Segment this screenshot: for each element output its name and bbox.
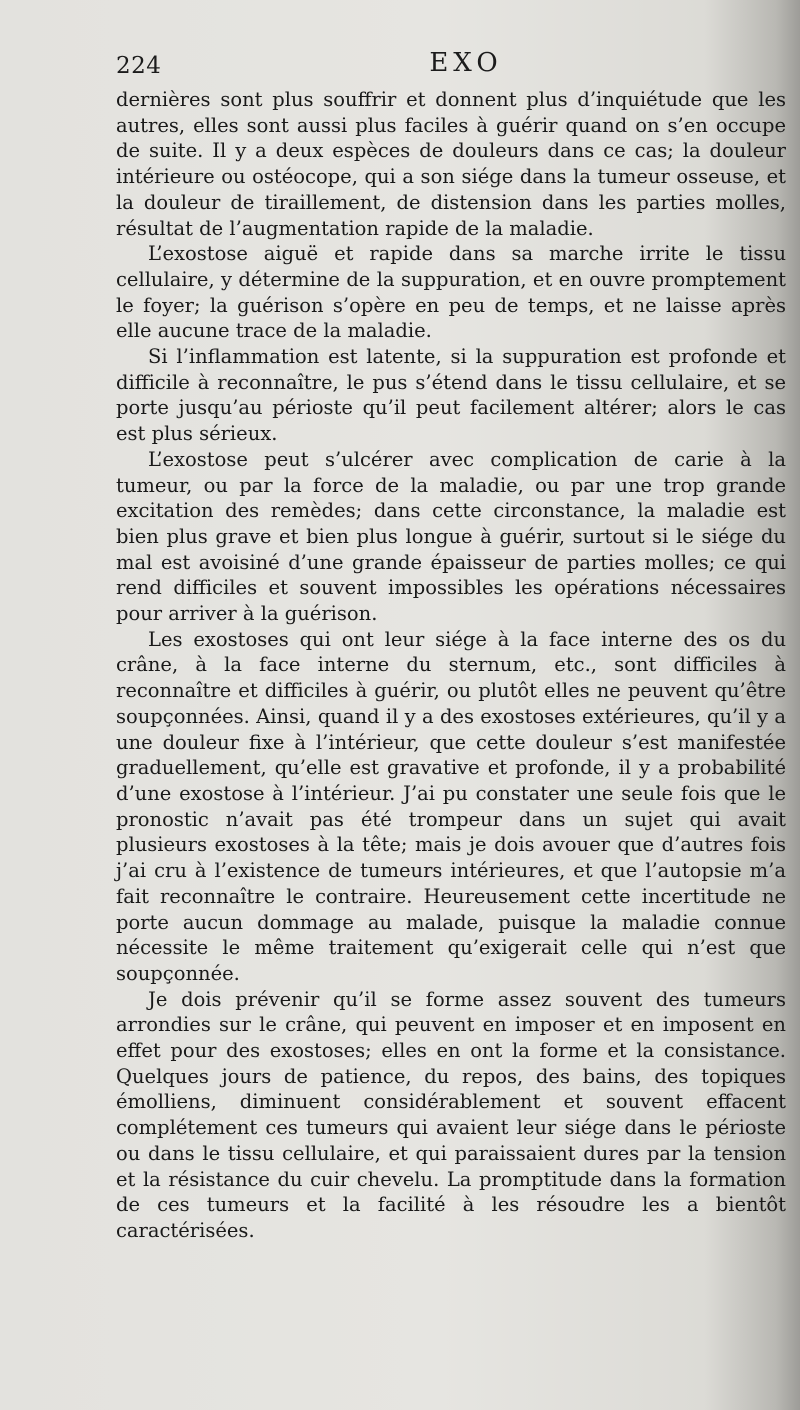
paragraph-latent-inflammation: Si l’inflammation est latente, si la suppuration est profonde et difficile à reconnaître, le pus s’étend dans le tissu cellulaire, et se porte jusqu’au périoste qu’il peut facilement altérer; alors le cas est plus sérieux. [116, 345, 786, 446]
running-head: EXO [429, 48, 503, 78]
page-number: 224 [116, 53, 162, 79]
page-header [116, 48, 796, 84]
paragraph-ulceration: L’exostose peut s’ulcérer avec complication de carie à la tumeur, ou par la force de la maladie, ou par une trop grande excitation des remèdes; dans cette circonstance, la maladie est bien plus grave et bien plus longue à guérir, surtout si le siége du mal est avoisiné d’une grande épaisseur de parties molles; ce qui rend difficiles et souvent impossibles les opérations nécessaires pour arriver à la guérison. [116, 447, 786, 626]
paragraph-acute-exostosis: L’exostose aiguë et rapide dans sa marche irrite le tissu cellulaire, y détermine de la suppuration, et en ouvre promptement le foyer; la guérison s’opère en peu de temps, et ne laisse après elle aucune trace de la maladie. [116, 242, 786, 343]
paragraph-internal-exostoses: Les exostoses qui ont leur siége à la face interne des os du crâne, à la face interne du sternum, etc., sont difficiles à reconnaître et difficiles à guérir, ou plutôt elles ne peuvent qu’être soupçonnées. Ainsi, quand il y a des exostoses extérieures, qu’il y a une douleur fixe à l’intérieur, que cette douleur s’est manifestée graduellement, qu’elle est gravative et profonde, il y a probabilité d’une exostose à l’intérieur. J’ai pu constater une seule fois que le pronostic n’avait pas été trompeur dans un sujet qui avait plusieurs exostoses à la tête; mais je dois avouer que d’autres fois j’ai cru à l’existence de tumeurs intérieures, et que l’autopsie m’a fait reconnaître le contraire. Heureusement cette incertitude ne porte aucun dommage au malade, puisque la maladie connue nécessite le même traitement qu’exigerait celle qui n’est que soupçonnée. [116, 627, 786, 985]
paragraph-cranial-tumours: Je dois prévenir qu’il se forme assez souvent des tumeurs arrondies sur le crâne, qui peuvent en imposer et en imposent en effet pour des exostoses; elles en ont la forme et la consistance. Quelques jours de patience, du repos, des bains, des topiques émolliens, diminuent considérablement et souvent effacent complétement ces tumeurs qui avaient leur siége dans le périoste ou dans le tissu cellulaire, et qui paraissaient dures par la tension et la résistance du cuir chevelu. La promptitude dans la formation de ces tumeurs et la facilité à les résoudre les a bientôt caractérisées. [116, 987, 786, 1242]
paragraph-continuation: dernières sont plus souffrir et donnent plus d’inquiétude que les autres, elles sont aussi plus faciles à guérir quand on s’en occupe de suite. Il y a deux espèces de douleurs dans ce cas; la douleur intérieure ou ostéocope, qui a son siége dans la tumeur osseuse, et la douleur de tiraillement, de distension dans les parties molles, résultat de l’augmentation rapide de la maladie. [116, 88, 786, 240]
body-text [116, 87, 786, 1244]
